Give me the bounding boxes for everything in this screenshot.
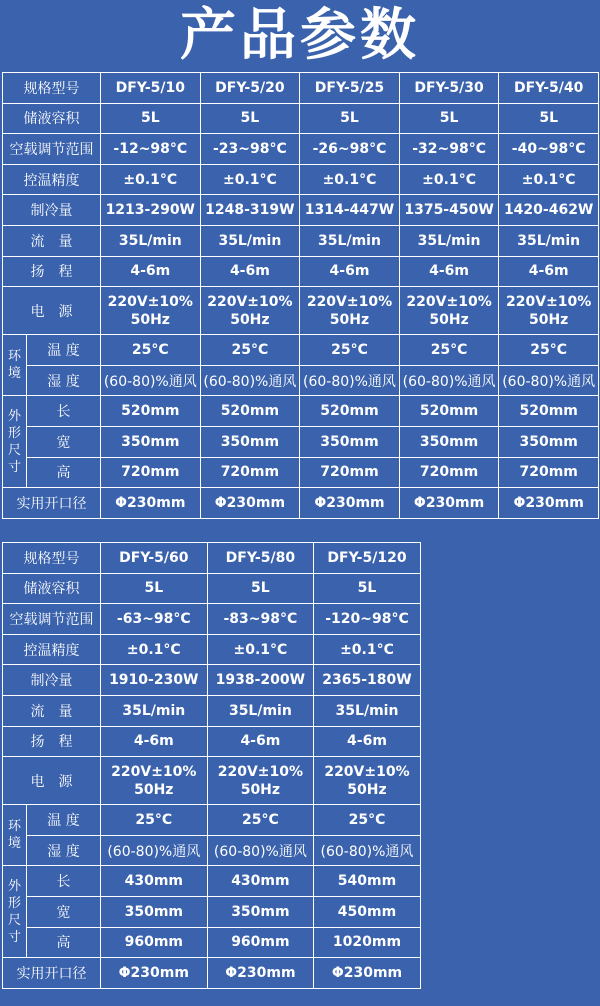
cell-precision: ±0.1°C bbox=[101, 164, 201, 195]
cell-opening: Φ230mm bbox=[314, 958, 421, 989]
cell-env-temp: 25°C bbox=[300, 335, 400, 366]
label-capacity: 储液容积 bbox=[3, 103, 101, 134]
row-width bbox=[3, 426, 599, 457]
cell-precision: ±0.1°C bbox=[300, 164, 400, 195]
cell-power bbox=[314, 757, 421, 805]
row-env-temp bbox=[3, 335, 599, 366]
row-height bbox=[3, 457, 599, 488]
row-length bbox=[3, 396, 599, 427]
row-capacity bbox=[3, 103, 599, 134]
cell-width: 350mm bbox=[101, 426, 201, 457]
row-precision bbox=[3, 164, 599, 195]
cell-model: DFY-5/40 bbox=[499, 73, 599, 104]
cell-opening: Φ230mm bbox=[200, 488, 300, 519]
label-env-humidity: 湿 度 bbox=[27, 835, 101, 866]
cell-height: 720mm bbox=[499, 457, 599, 488]
row-capacity bbox=[3, 573, 421, 604]
cell-head: 4-6m bbox=[200, 256, 300, 287]
cell-precision: ±0.1°C bbox=[399, 164, 499, 195]
cell-model: DFY-5/10 bbox=[101, 73, 201, 104]
cell-precision: ±0.1°C bbox=[314, 634, 421, 665]
row-height bbox=[3, 927, 421, 958]
cell-height: 960mm bbox=[207, 927, 314, 958]
cell-flow: 35L/min bbox=[101, 695, 208, 726]
power-frequency: 50Hz bbox=[429, 311, 469, 328]
cell-flow: 35L/min bbox=[314, 695, 421, 726]
cell-width: 350mm bbox=[300, 426, 400, 457]
label-length: 长 bbox=[27, 866, 101, 897]
cell-cooling: 1375-450W bbox=[399, 195, 499, 226]
cell-flow: 35L/min bbox=[499, 225, 599, 256]
row-cooling bbox=[3, 665, 421, 696]
cell-env-temp: 25°C bbox=[399, 335, 499, 366]
label-env-temp: 温 度 bbox=[27, 805, 101, 836]
row-length bbox=[3, 866, 421, 897]
cell-temp-range: -26~98°C bbox=[300, 134, 400, 165]
cell-model: DFY-5/120 bbox=[314, 543, 421, 574]
cell-env-temp: 25°C bbox=[101, 335, 201, 366]
cell-flow: 35L/min bbox=[207, 695, 314, 726]
label-head: 扬 程 bbox=[3, 726, 101, 757]
cell-flow: 35L/min bbox=[200, 225, 300, 256]
row-flow bbox=[3, 695, 421, 726]
cell-temp-range: -23~98°C bbox=[200, 134, 300, 165]
label-width: 宽 bbox=[27, 896, 101, 927]
cell-temp-range: -120~98°C bbox=[314, 604, 421, 635]
cell-env-temp: 25°C bbox=[314, 805, 421, 836]
cell-model: DFY-5/20 bbox=[200, 73, 300, 104]
cell-power bbox=[499, 287, 599, 335]
power-frequency: 50Hz bbox=[134, 781, 174, 798]
cell-power bbox=[399, 287, 499, 335]
cell-power bbox=[300, 287, 400, 335]
row-cooling bbox=[3, 195, 599, 226]
cell-power bbox=[200, 287, 300, 335]
cell-capacity: 5L bbox=[101, 573, 208, 604]
cell-capacity: 5L bbox=[200, 103, 300, 134]
cell-opening: Φ230mm bbox=[300, 488, 400, 519]
cell-cooling: 1910-230W bbox=[101, 665, 208, 696]
cell-model: DFY-5/25 bbox=[300, 73, 400, 104]
row-env-temp bbox=[3, 805, 421, 836]
power-voltage: 220V±10% bbox=[217, 763, 304, 780]
cell-env-humidity: (60-80)%通风 bbox=[200, 365, 300, 396]
label-opening: 实用开口径 bbox=[3, 958, 101, 989]
cell-cooling: 1938-200W bbox=[207, 665, 314, 696]
row-temp-range bbox=[3, 604, 421, 635]
label-temp-range: 空载调节范围 bbox=[3, 134, 101, 165]
page-title: 产品参数 bbox=[180, 3, 420, 68]
cell-temp-range: -32~98°C bbox=[399, 134, 499, 165]
cell-temp-range: -40~98°C bbox=[499, 134, 599, 165]
cell-env-humidity: (60-80)%通风 bbox=[101, 365, 201, 396]
cell-power bbox=[207, 757, 314, 805]
cell-width: 350mm bbox=[200, 426, 300, 457]
cell-precision: ±0.1°C bbox=[499, 164, 599, 195]
cell-cooling: 1420-462W bbox=[499, 195, 599, 226]
label-cooling: 制冷量 bbox=[3, 195, 101, 226]
power-frequency: 50Hz bbox=[329, 311, 370, 328]
cell-length: 430mm bbox=[207, 866, 314, 897]
power-voltage: 220V±10% bbox=[111, 763, 197, 780]
cell-flow: 35L/min bbox=[300, 225, 400, 256]
cell-model: DFY-5/30 bbox=[399, 73, 499, 104]
spec-table-1 bbox=[2, 72, 599, 519]
cell-precision: ±0.1°C bbox=[207, 634, 314, 665]
cell-length: 520mm bbox=[200, 396, 300, 427]
cell-head: 4-6m bbox=[399, 256, 499, 287]
cell-capacity: 5L bbox=[101, 103, 201, 134]
row-opening bbox=[3, 488, 599, 519]
cell-cooling: 1213-290W bbox=[101, 195, 201, 226]
row-precision bbox=[3, 634, 421, 665]
cell-height: 720mm bbox=[101, 457, 201, 488]
cell-opening: Φ230mm bbox=[499, 488, 599, 519]
cell-temp-range: -83~98°C bbox=[207, 604, 314, 635]
cell-length: 520mm bbox=[101, 396, 201, 427]
label-cooling: 制冷量 bbox=[3, 665, 101, 696]
cell-opening: Φ230mm bbox=[101, 488, 201, 519]
cell-env-humidity: (60-80)%通风 bbox=[314, 835, 421, 866]
label-opening: 实用开口径 bbox=[3, 488, 101, 519]
row-temp-range bbox=[3, 134, 599, 165]
cell-head: 4-6m bbox=[499, 256, 599, 287]
cell-capacity: 5L bbox=[499, 103, 599, 134]
cell-env-humidity: (60-80)%通风 bbox=[207, 835, 314, 866]
label-length: 长 bbox=[27, 396, 101, 427]
label-model: 规格型号 bbox=[3, 73, 101, 104]
label-env: 环境 bbox=[3, 335, 27, 396]
cell-opening: Φ230mm bbox=[399, 488, 499, 519]
cell-head: 4-6m bbox=[314, 726, 421, 757]
label-model: 规格型号 bbox=[3, 543, 101, 574]
row-power bbox=[3, 287, 599, 335]
cell-cooling: 2365-180W bbox=[314, 665, 421, 696]
cell-capacity: 5L bbox=[207, 573, 314, 604]
cell-power bbox=[101, 287, 201, 335]
power-voltage: 220V±10% bbox=[406, 293, 492, 310]
power-frequency: 50Hz bbox=[347, 781, 387, 798]
cell-head: 4-6m bbox=[101, 256, 201, 287]
row-power bbox=[3, 757, 421, 805]
power-voltage: 220V±10% bbox=[207, 293, 293, 310]
cell-cooling: 1314-447W bbox=[300, 195, 400, 226]
cell-env-humidity: (60-80)%通风 bbox=[499, 365, 599, 396]
label-flow: 流 量 bbox=[3, 695, 101, 726]
cell-length: 540mm bbox=[314, 866, 421, 897]
cell-cooling: 1248-319W bbox=[200, 195, 300, 226]
power-frequency: 50Hz bbox=[240, 781, 281, 798]
label-env-humidity: 湿 度 bbox=[27, 365, 101, 396]
cell-env-humidity: (60-80)%通风 bbox=[399, 365, 499, 396]
cell-model: DFY-5/60 bbox=[101, 543, 208, 574]
cell-opening: Φ230mm bbox=[101, 958, 208, 989]
row-model bbox=[3, 73, 599, 104]
cell-env-humidity: (60-80)%通风 bbox=[300, 365, 400, 396]
row-head bbox=[3, 256, 599, 287]
cell-height: 1020mm bbox=[314, 927, 421, 958]
row-env-humidity bbox=[3, 835, 421, 866]
cell-precision: ±0.1°C bbox=[101, 634, 208, 665]
label-height: 高 bbox=[27, 457, 101, 488]
power-voltage: 220V±10% bbox=[324, 763, 410, 780]
cell-height: 720mm bbox=[399, 457, 499, 488]
power-frequency: 50Hz bbox=[130, 311, 170, 328]
cell-power bbox=[101, 757, 208, 805]
cell-env-temp: 25°C bbox=[101, 805, 208, 836]
label-dims: 外形尺寸 bbox=[3, 396, 27, 488]
cell-height: 960mm bbox=[101, 927, 208, 958]
label-env: 环境 bbox=[3, 805, 27, 866]
cell-width: 350mm bbox=[399, 426, 499, 457]
cell-length: 520mm bbox=[399, 396, 499, 427]
cell-width: 350mm bbox=[207, 896, 314, 927]
cell-head: 4-6m bbox=[300, 256, 400, 287]
label-precision: 控温精度 bbox=[3, 634, 101, 665]
cell-length: 520mm bbox=[499, 396, 599, 427]
label-capacity: 储液容积 bbox=[3, 573, 101, 604]
cell-width: 350mm bbox=[499, 426, 599, 457]
spec-table-2 bbox=[2, 542, 421, 989]
cell-env-temp: 25°C bbox=[200, 335, 300, 366]
row-model bbox=[3, 543, 421, 574]
row-opening bbox=[3, 958, 421, 989]
cell-temp-range: -63~98°C bbox=[101, 604, 208, 635]
power-voltage: 220V±10% bbox=[506, 293, 592, 310]
label-power: 电 源 bbox=[3, 287, 101, 335]
label-precision: 控温精度 bbox=[3, 164, 101, 195]
cell-env-humidity: (60-80)%通风 bbox=[101, 835, 208, 866]
cell-capacity: 5L bbox=[300, 103, 400, 134]
cell-opening: Φ230mm bbox=[207, 958, 314, 989]
cell-capacity: 5L bbox=[314, 573, 421, 604]
cell-env-temp: 25°C bbox=[499, 335, 599, 366]
cell-head: 4-6m bbox=[101, 726, 208, 757]
cell-width: 450mm bbox=[314, 896, 421, 927]
label-temp-range: 空载调节范围 bbox=[3, 604, 101, 635]
label-dims: 外形尺寸 bbox=[3, 866, 27, 958]
cell-height: 720mm bbox=[300, 457, 400, 488]
cell-flow: 35L/min bbox=[399, 225, 499, 256]
label-height: 高 bbox=[27, 927, 101, 958]
power-voltage: 220V±10% bbox=[306, 293, 393, 310]
cell-length: 430mm bbox=[101, 866, 208, 897]
label-power: 电 源 bbox=[3, 757, 101, 805]
cell-temp-range: -12~98°C bbox=[101, 134, 201, 165]
row-head bbox=[3, 726, 421, 757]
power-frequency: 50Hz bbox=[528, 311, 569, 328]
cell-length: 520mm bbox=[300, 396, 400, 427]
cell-env-temp: 25°C bbox=[207, 805, 314, 836]
cell-flow: 35L/min bbox=[101, 225, 201, 256]
label-width: 宽 bbox=[27, 426, 101, 457]
label-head: 扬 程 bbox=[3, 256, 101, 287]
label-flow: 流 量 bbox=[3, 225, 101, 256]
row-env-humidity bbox=[3, 365, 599, 396]
cell-precision: ±0.1°C bbox=[200, 164, 300, 195]
power-voltage: 220V±10% bbox=[107, 293, 193, 310]
row-flow bbox=[3, 225, 599, 256]
row-width bbox=[3, 896, 421, 927]
power-frequency: 50Hz bbox=[230, 311, 270, 328]
cell-head: 4-6m bbox=[207, 726, 314, 757]
cell-model: DFY-5/80 bbox=[207, 543, 314, 574]
label-env-temp: 温 度 bbox=[27, 335, 101, 366]
cell-height: 720mm bbox=[200, 457, 300, 488]
cell-capacity: 5L bbox=[399, 103, 499, 134]
cell-width: 350mm bbox=[101, 896, 208, 927]
